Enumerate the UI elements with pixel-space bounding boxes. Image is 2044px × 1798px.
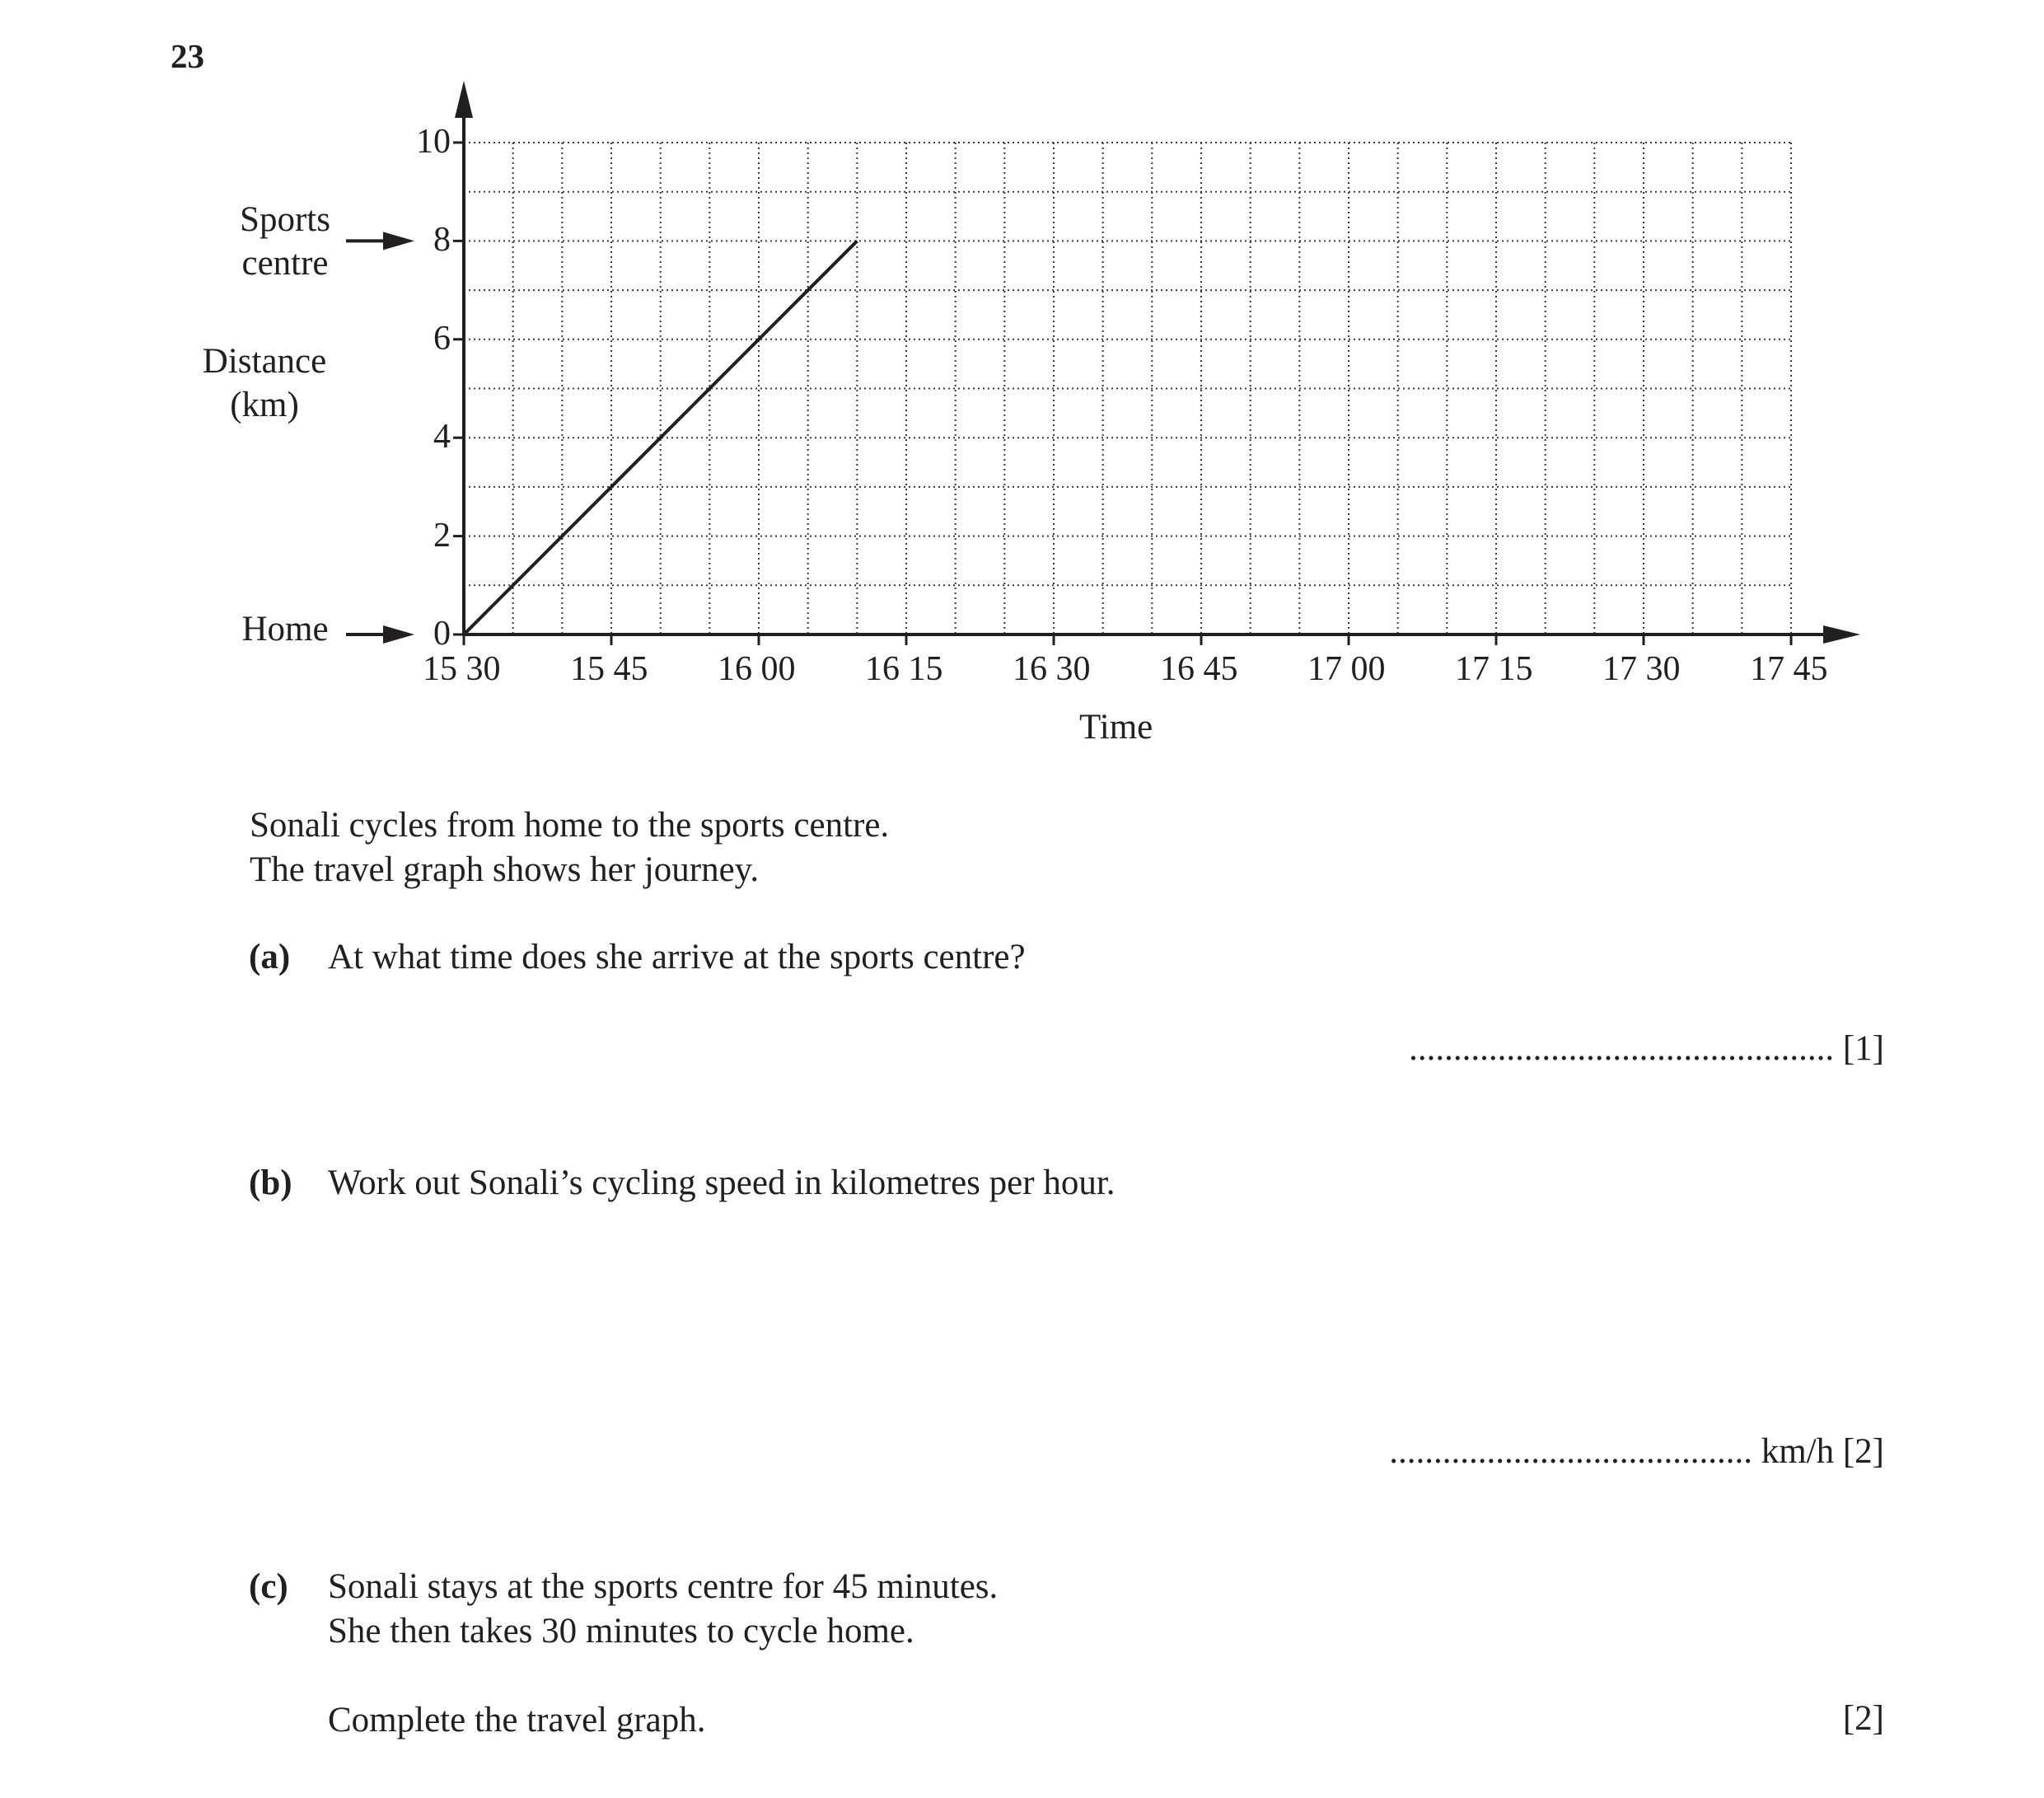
- x-tick-label: 16 15: [865, 650, 943, 688]
- x-tick-label: 17 45: [1750, 650, 1828, 688]
- y-axis-arrowhead: [455, 81, 473, 118]
- intro-line: Sonali cycles from home to the sports centre.: [250, 806, 890, 845]
- y-axis-label: [194, 339, 334, 427]
- part-c-line: She then takes 30 minutes to cycle home.: [328, 1612, 914, 1651]
- y-tick-label: 4: [433, 418, 451, 457]
- home-label-line: Home: [241, 610, 329, 648]
- part-c-label: (c): [249, 1567, 288, 1606]
- sports-centre-label-line: centre: [241, 244, 329, 283]
- journey-line: [464, 241, 857, 634]
- part-b-label: (b): [249, 1164, 292, 1202]
- x-tick-label: 16 45: [1160, 650, 1238, 688]
- intro-line: The travel graph shows her journey.: [250, 850, 760, 889]
- x-tick-label: 16 30: [1013, 650, 1091, 688]
- part-b-text: Work out Sonali’s cycling speed in kilometres per hour.: [328, 1164, 1116, 1202]
- home-label: [232, 607, 339, 651]
- annotation-arrowhead: [383, 625, 414, 644]
- intro-text: [250, 803, 889, 892]
- question-number: 23: [171, 37, 204, 75]
- x-tick-label: 17 30: [1602, 650, 1681, 688]
- tick-marks: [453, 143, 1791, 645]
- x-tick-label: 15 45: [570, 650, 648, 688]
- part-b-answer-line[interactable]: ......................................... km/h [2]: [1389, 1432, 1884, 1471]
- y-tick-label: 0: [433, 615, 451, 653]
- part-c-instruction: Complete the travel graph.: [328, 1701, 706, 1739]
- annotation-arrowhead: [383, 232, 414, 250]
- series: [464, 241, 857, 634]
- y-tick-label: 2: [433, 516, 451, 555]
- x-tick-label: 17 15: [1455, 650, 1533, 688]
- x-axis-arrowhead: [1823, 625, 1860, 644]
- x-tick-label: 15 30: [423, 650, 501, 688]
- grid: [464, 143, 1791, 634]
- axes: [455, 81, 1860, 644]
- y-tick-label: 6: [433, 319, 451, 358]
- x-tick-label: 16 00: [718, 650, 796, 688]
- part-c-text: [328, 1565, 998, 1654]
- sports-centre-label: [223, 198, 347, 285]
- part-a-text: At what time does she arrive at the sports centre?: [328, 938, 1026, 976]
- y-tick-label: 8: [433, 221, 451, 260]
- part-a-answer-line[interactable]: ................................................ [1]: [1409, 1029, 1884, 1068]
- part-a-label: (a): [249, 938, 291, 976]
- annotation-arrows: [346, 232, 414, 644]
- y-axis-label-line: (km): [230, 386, 299, 424]
- y-tick-label: 10: [416, 123, 451, 161]
- part-c-marks: [2]: [1842, 1699, 1884, 1738]
- x-axis-label: Time: [1079, 708, 1153, 747]
- part-c-line: Sonali stays at the sports centre for 45 minutes.: [328, 1567, 999, 1606]
- sports-centre-label-line: Sports: [240, 200, 330, 239]
- y-axis-label-line: Distance: [202, 342, 327, 381]
- x-tick-label: 17 00: [1307, 650, 1386, 688]
